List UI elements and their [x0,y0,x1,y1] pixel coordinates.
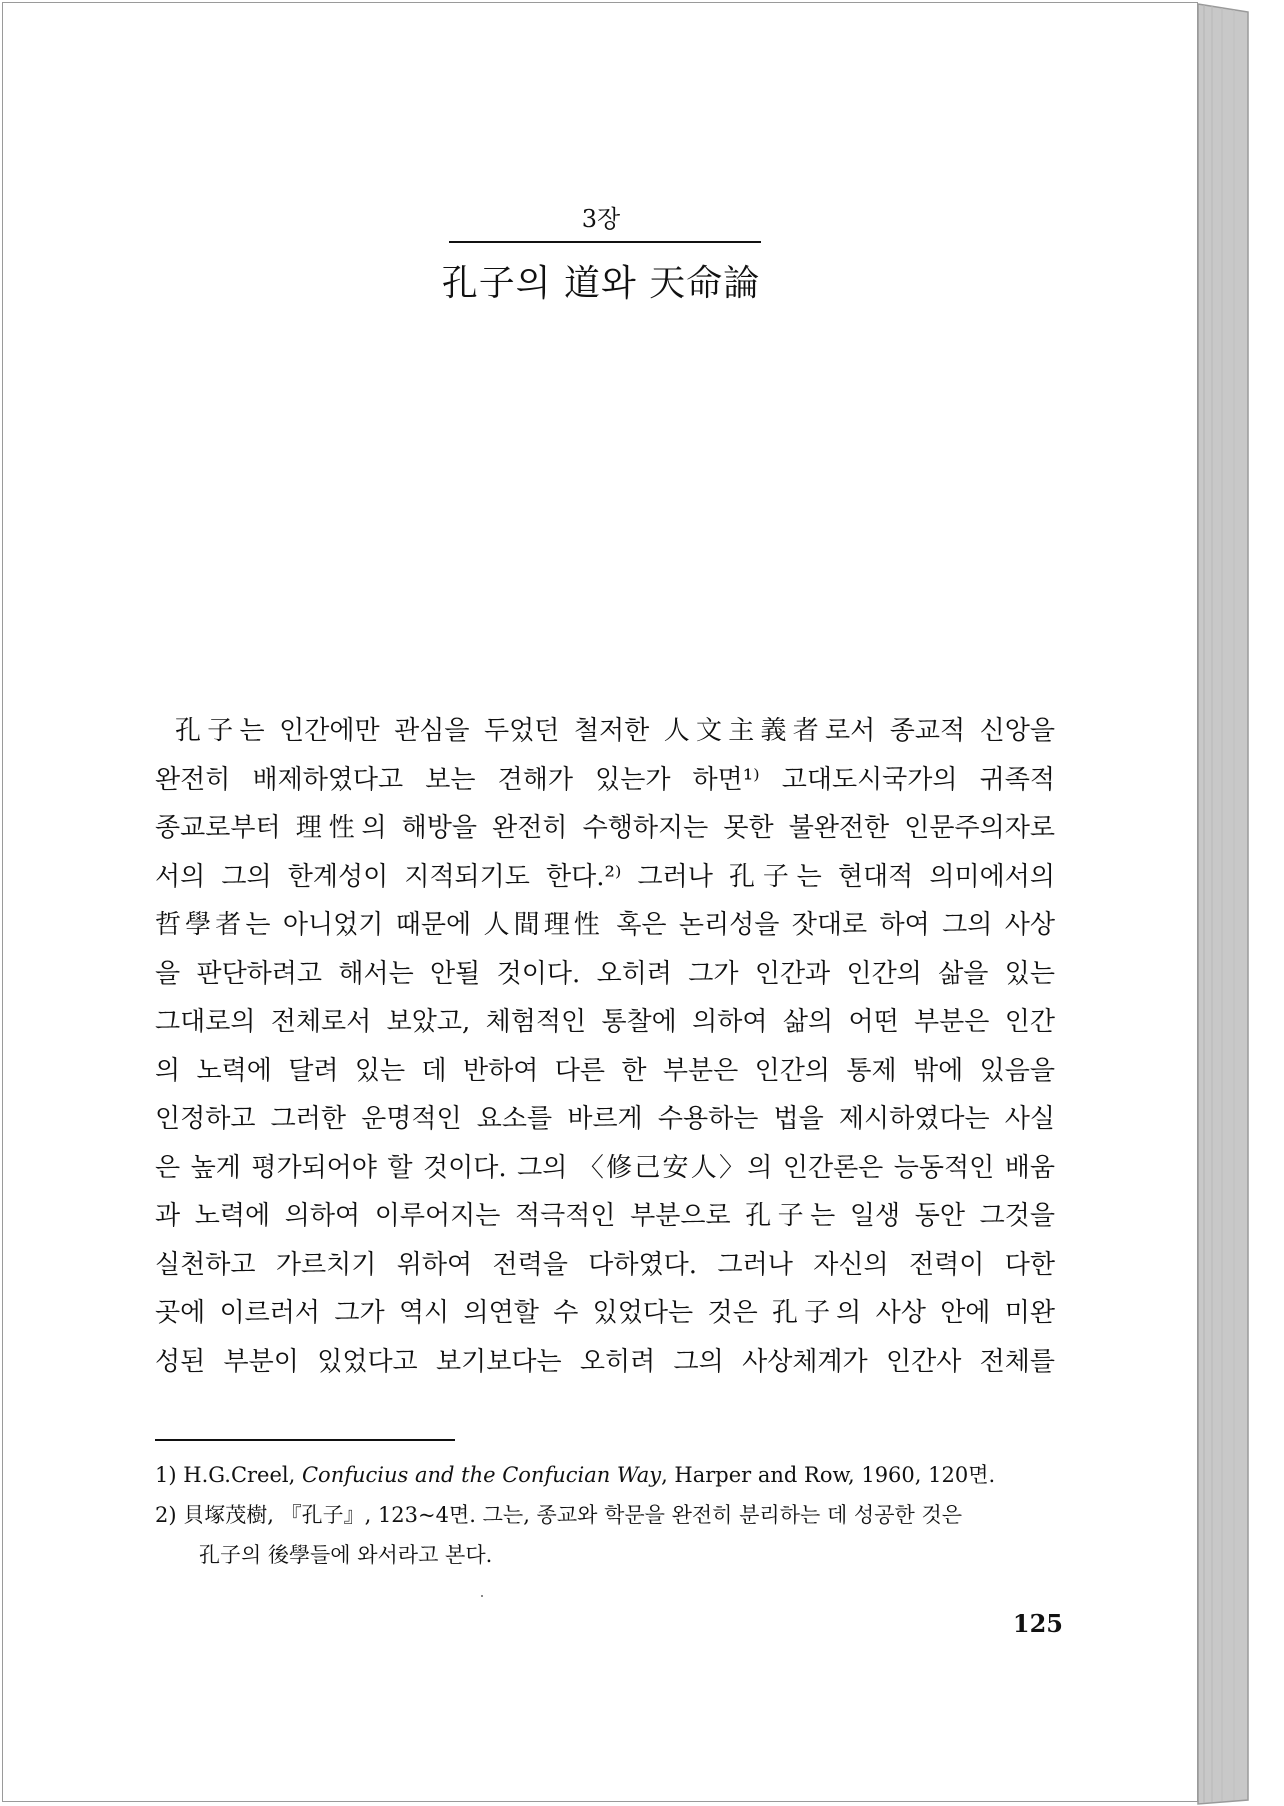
body-line: 인정하고 그러한 운명적인 요소를 바르게 수용하는 법을 제시하였다는 사실 [155,1104,1055,1134]
body-line: 성된 부분이 있었다고 보기보다는 오히려 그의 사상체계가 인간사 전체를 [155,1346,1055,1377]
page-number: 125 [1012,1609,1063,1638]
body-line: 은 높게 평가되어야 할 것이다. 그의 〈修己安人〉의 인간론은 능동적인 배움 [155,1152,1055,1183]
footnote-2 [155,1495,1055,1535]
book-page [2,2,1198,1802]
footnote-book-title: Confucius and the Confucian Way [301,1463,662,1487]
chapter-rule [449,241,761,243]
body-line: 哲學者는 아니었기 때문에 人間理性 혹은 논리성을 잣대로 하여 그의 사상 [155,910,1055,940]
body-line: 孔子는 인간에만 관심을 두었던 철저한 人文主義者로서 종교적 신앙을 [175,716,1055,746]
footnote-marker: 1) [155,1463,177,1487]
body-line: 과 노력에 의하여 이루어지는 적극적인 부분으로 孔子는 일생 동안 그것을 [155,1201,1055,1231]
footnote-text: 貝塚茂樹, 『孔子』, 123~4면. 그는, 종교와 학문을 완전히 분리하는 데 성공한 것은 [183,1503,963,1527]
footnote-2-continued: 孔子의 後學들에 와서라고 본다. [199,1543,493,1567]
body-line: 을 판단하려고 해서는 안될 것이다. 오히려 그가 인간과 인간의 삶을 있는 [155,958,1055,989]
scan-speck [481,1595,483,1597]
body-line: 의 노력에 달려 있는 데 반하여 다른 한 부분은 인간의 통제 밖에 있음을 [155,1055,1055,1086]
body-line: 서의 그의 한계성이 지적되기도 한다.²⁾ 그러나 孔子는 현대적 의미에서의 [155,861,1055,892]
footnote-publisher: , Harper and Row, 1960, 120면. [661,1463,996,1487]
footnote-1 [155,1455,1055,1495]
footnote-marker: 2) [155,1503,177,1527]
chapter-title: 孔子의 道와 天命論 [441,263,761,304]
chapter-number: 3장 [581,205,621,233]
footnote-author: H.G.Creel, [183,1463,302,1487]
body-paragraph [155,707,1055,1386]
body-line: 종교로부터 理性의 해방을 완전히 수행하지는 못한 불완전한 인문주의자로 [155,813,1055,843]
body-line: 그대로의 전체로서 보았고, 체험적인 통찰에 의하여 삶의 어떤 부분은 인간 [155,1007,1055,1037]
footnote-rule [155,1439,455,1441]
body-line: 실천하고 가르치기 위하여 전력을 다하였다. 그러나 자신의 전력이 다한 [155,1249,1055,1280]
footnotes [155,1455,1055,1575]
body-line: 곳에 이르러서 그가 역시 의연할 수 있었다는 것은 孔子의 사상 안에 미완 [155,1298,1055,1328]
body-line: 완전히 배제하였다고 보는 견해가 있는가 하면¹⁾ 고대도시국가의 귀족적 [155,764,1055,795]
